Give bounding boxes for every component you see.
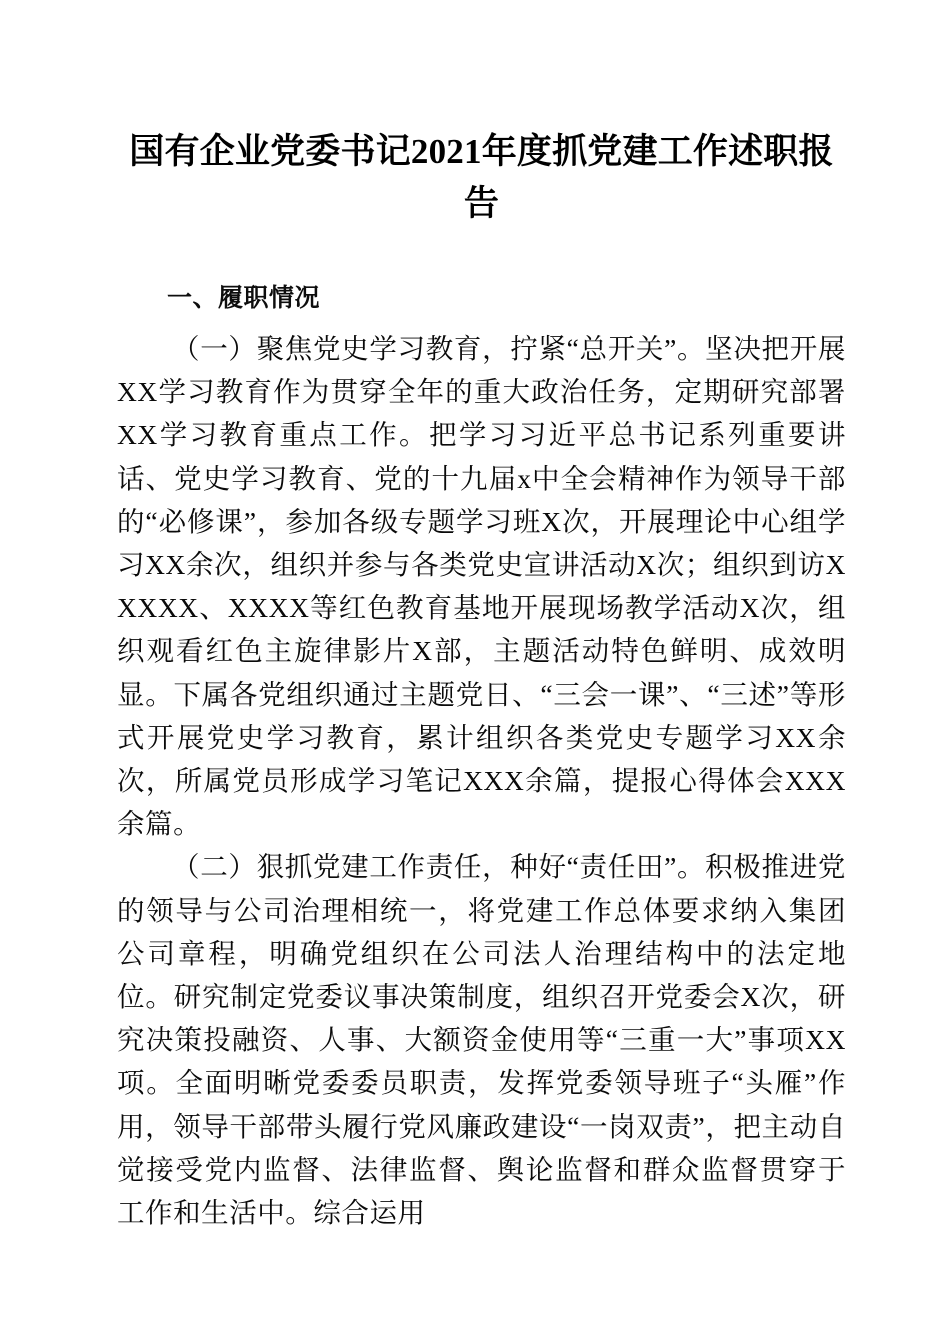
page-title: 国有企业党委书记2021年度抓党建工作述职报告 <box>129 132 834 223</box>
body-paragraph-1: （一）聚焦党史学习教育，拧紧“总开关”。坚决把开展XX学习教育作为贯穿全年的重大政治任务，定期研究部署XX学习教育重点工作。把学习习近平总书记系列重要讲话、党史学习教育、党的十九届x中全会精神作为领导干部的“必修课”，参加各级专题学习班X次，开展理论中心组学习XX余次，组织并参与各类党史宣讲活动X次；组织到访XXXXX、XXXX等红色教育基地开展现场教学活动X次，组织观看红色主旋律影片X部，主题活动特色鲜明、成效明显。下属各党组织通过主题党日、“三会一课”、“三述”等形式开展党史学习教育，累计组织各类党史专题学习XX余次，所属党员形成学习笔记XXX余篇，提报心得体会XXX余篇。 <box>117 333 846 840</box>
section-heading-1: 一、履职情况 <box>167 284 321 312</box>
document-text-column <box>117 0 846 1234</box>
body-paragraph-2: （二）狠抓党建工作责任，种好“责任田”。积极推进党的领导与公司治理相统一，将党建工作总体要求纳入集团公司章程，明确党组织在公司法人治理结构中的法定地位。研究制定党委议事决策制度，组织召开党委会X次，研究决策投融资、人事、大额资金使用等“三重一大”事项XX项。全面明晰党委委员职责，发挥党委领导班子“头雁”作用，领导干部带头履行党风廉政建设“一岗双责”，把主动自觉接受党内监督、法律监督、舆论监督和群众监督贯穿于工作和生活中。综合运用 <box>117 851 846 1229</box>
